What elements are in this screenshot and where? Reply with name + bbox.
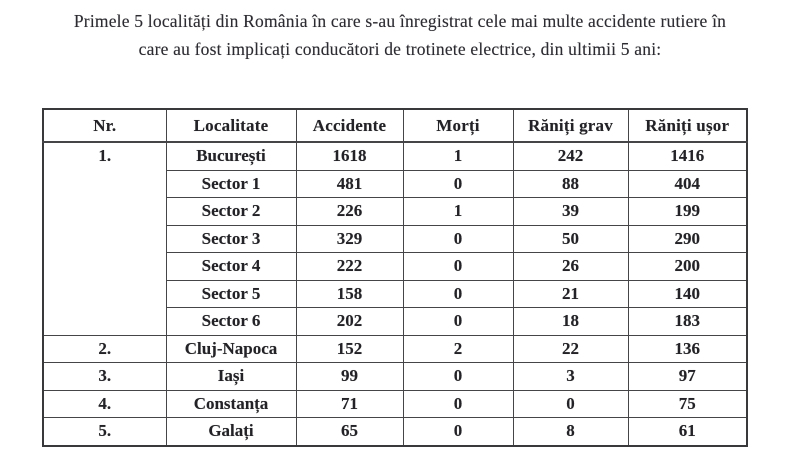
table-cell: 26	[513, 253, 628, 281]
table-header-cell: Localitate	[166, 109, 296, 142]
table-header	[43, 109, 747, 142]
table-cell: 481	[296, 170, 403, 198]
table-row	[43, 335, 747, 363]
table-cell: București	[166, 142, 296, 170]
table-cell: 226	[296, 198, 403, 226]
table-cell: 0	[403, 225, 513, 253]
table-cell: 0	[403, 390, 513, 418]
table-cell: 183	[628, 308, 747, 336]
table-cell: 0	[513, 390, 628, 418]
table-cell: 1416	[628, 142, 747, 170]
table-cell: 71	[296, 390, 403, 418]
table-row	[43, 363, 747, 391]
table-cell: 222	[296, 253, 403, 281]
table-cell: 39	[513, 198, 628, 226]
table-cell: 0	[403, 253, 513, 281]
table-cell: Galați	[166, 418, 296, 446]
title-line-2: care au fost implicați conducători de trotinete electrice, din ultimii 5 ani:	[138, 39, 662, 59]
title-line-1: Primele 5 localități din România în care s-au înregistrat cele mai multe accidente rutiere în	[73, 11, 727, 31]
table-header-row	[43, 109, 747, 142]
table-cell: 97	[628, 363, 747, 391]
table-cell: 152	[296, 335, 403, 363]
table-cell: 99	[296, 363, 403, 391]
table-cell: 2.	[43, 335, 166, 363]
table-cell: 290	[628, 225, 747, 253]
table-cell: 404	[628, 170, 747, 198]
table-cell: 0	[403, 418, 513, 446]
table-cell: 200	[628, 253, 747, 281]
table-row	[43, 390, 747, 418]
table-cell: 3	[513, 363, 628, 391]
table-row	[43, 418, 747, 446]
table-cell: Sector 2	[166, 198, 296, 226]
table-cell: 0	[403, 170, 513, 198]
table-cell: 8	[513, 418, 628, 446]
table-cell: 1618	[296, 142, 403, 170]
table-cell: 61	[628, 418, 747, 446]
table-cell: 136	[628, 335, 747, 363]
table-cell: Sector 3	[166, 225, 296, 253]
table-cell: Sector 5	[166, 280, 296, 308]
table-row	[43, 142, 747, 170]
table-header-cell: Răniți ușor	[628, 109, 747, 142]
table-cell: 0	[403, 363, 513, 391]
table-cell: Iași	[166, 363, 296, 391]
accidents-table	[42, 108, 748, 447]
table-cell: 158	[296, 280, 403, 308]
table-cell: 1	[403, 198, 513, 226]
table-cell: Constanța	[166, 390, 296, 418]
table-header-cell: Accidente	[296, 109, 403, 142]
table-cell: 0	[403, 280, 513, 308]
table-cell: 140	[628, 280, 747, 308]
table-cell: 5.	[43, 418, 166, 446]
document-title	[0, 7, 800, 63]
table-cell: 1.	[43, 142, 166, 335]
table-cell: 1	[403, 142, 513, 170]
table-cell: 3.	[43, 363, 166, 391]
table-cell: 242	[513, 142, 628, 170]
table-cell: 202	[296, 308, 403, 336]
table-header-cell: Nr.	[43, 109, 166, 142]
table-body	[43, 142, 747, 446]
table-header-cell: Morți	[403, 109, 513, 142]
table-cell: 50	[513, 225, 628, 253]
table-cell: Sector 6	[166, 308, 296, 336]
table-cell: 0	[403, 308, 513, 336]
table-cell: 2	[403, 335, 513, 363]
table-cell: 199	[628, 198, 747, 226]
table-cell: 88	[513, 170, 628, 198]
table-cell: 21	[513, 280, 628, 308]
table-cell: 75	[628, 390, 747, 418]
table-cell: 65	[296, 418, 403, 446]
table-header-cell: Răniți grav	[513, 109, 628, 142]
table-cell: 18	[513, 308, 628, 336]
table-cell: 4.	[43, 390, 166, 418]
table-cell: 329	[296, 225, 403, 253]
table-cell: Sector 1	[166, 170, 296, 198]
table-cell: 22	[513, 335, 628, 363]
table-cell: Cluj-Napoca	[166, 335, 296, 363]
table-cell: Sector 4	[166, 253, 296, 281]
